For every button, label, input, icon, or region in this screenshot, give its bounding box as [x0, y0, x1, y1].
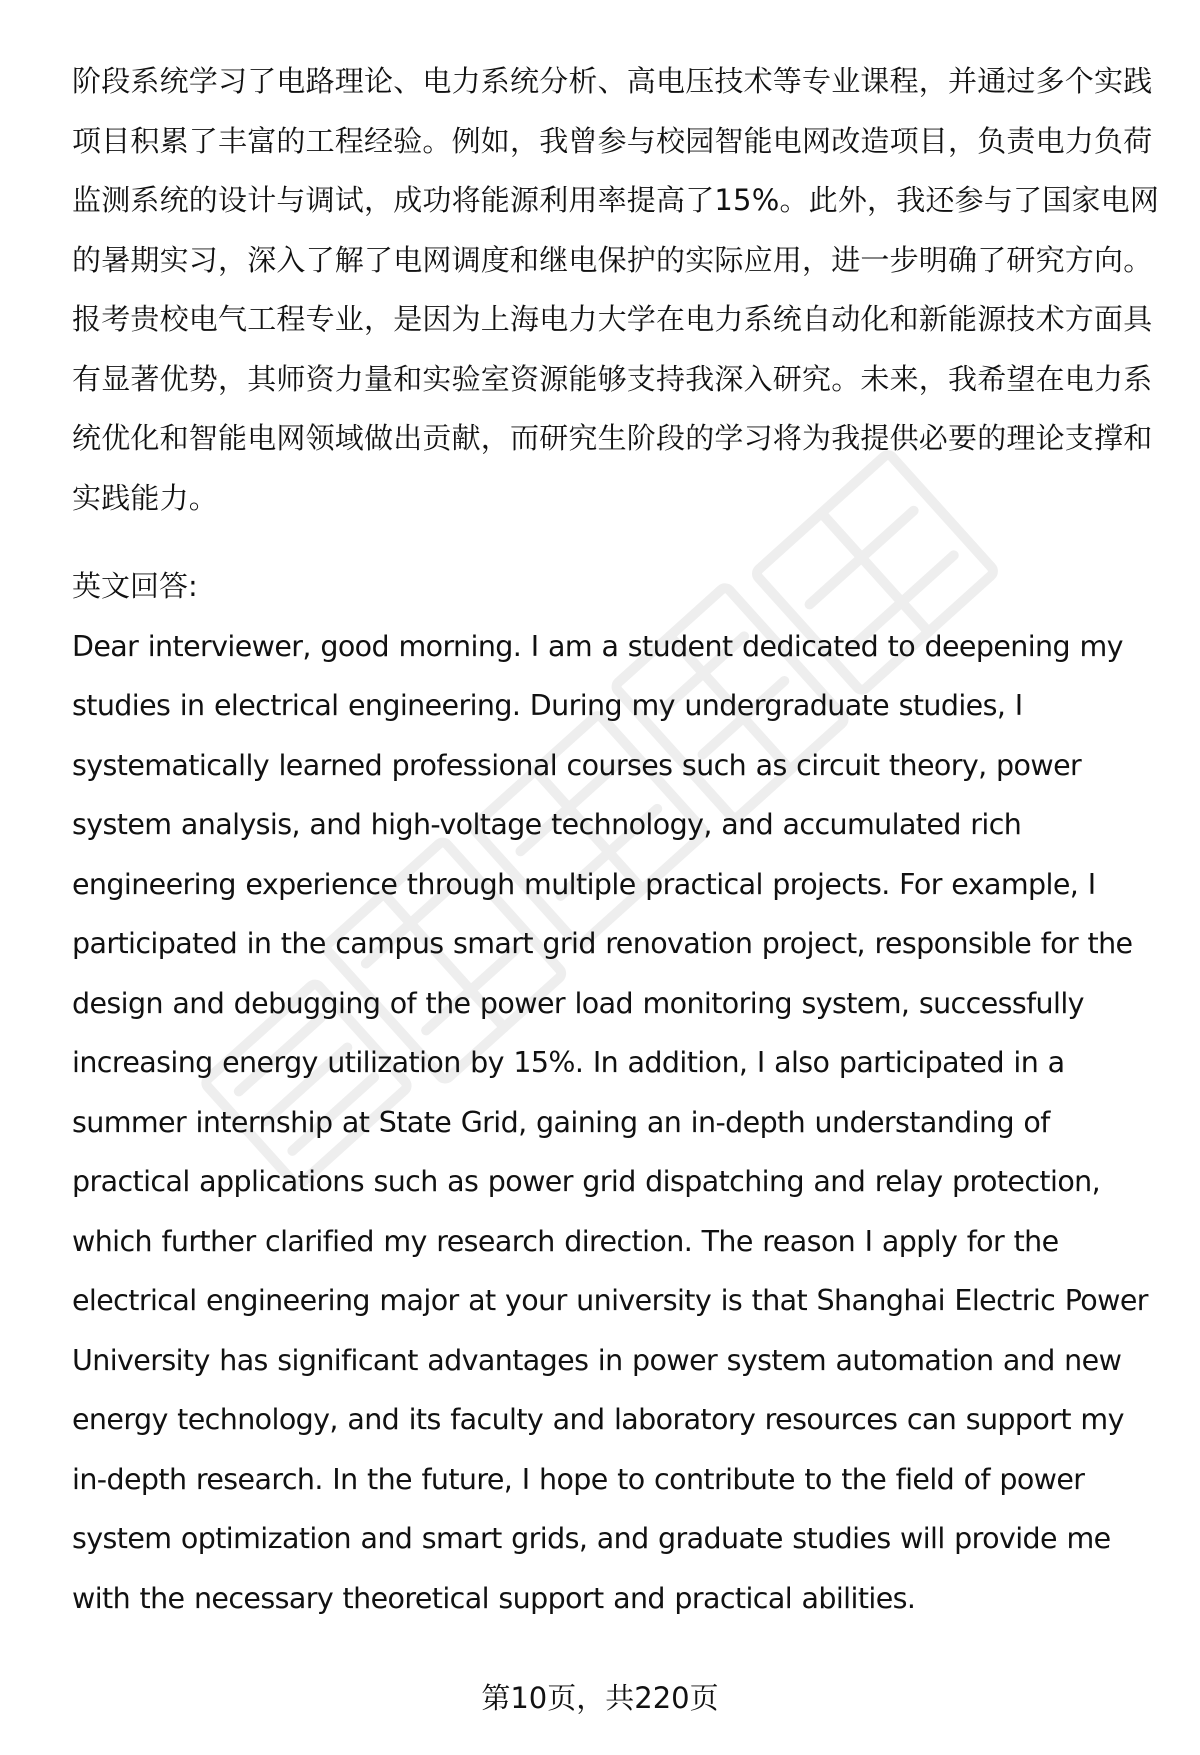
chinese-answer-paragraph: 阶段系统学习了电路理论、电力系统分析、高电压技术等专业课程，并通过多个实践项目积累了丰富的工程经验。例如，我曾参与校园智能电网改造项目，负责电力负荷监测系统的设计与调试，成功将能源利用率提高了15%。此外，我还参与了国家电网的暑期实习，深入了解了电网调度和继电保护的实际应用，进一步明确了研究方向。报考贵校电气工程专业，是因为上海电力大学在电力系统自动化和新能源技术方面具有显著优势，其师资力量和实验室资源能够支持我深入研究。未来，我希望在电力系统优化和智能电网领域做出贡献，而研究生阶段的学习将为我提供必要的理论支撑和实践能力。 [72, 64, 1160, 515]
document-body [72, 52, 1160, 1628]
english-answer-label: 英文回答: [72, 569, 198, 603]
page-number-footer: 第10页，共220页 [481, 1681, 719, 1715]
english-answer-paragraph: Dear interviewer, good morning. I am a student dedicated to deepening my studies in electrical engineering. During my undergraduate studies, I systematically learned professional courses such as circuit theory, power system analysis, and high-voltage technology, and accumulated rich engineering experience through multiple practical projects. For example, I participated in the campus smart grid renovation project, responsible for the design and debugging of the power load monitoring system, successfully increasing energy utilization by 15%. In addition, I also participated in a summer internship at State Grid, gaining an in-depth understanding of practical applications such as power grid dispatching and relay protection, which further clarified my research direction. The reason I apply for the electrical engineering major at your university is that Shanghai Electric Power University has significant advantages in power system automation and new energy technology, and its faculty and laboratory resources can support my in-depth research. In the future, I hope to contribute to the field of power system optimization and smart grids, and graduate studies will provide me with the necessary theoretical support and practical abilities. [72, 629, 1148, 1615]
